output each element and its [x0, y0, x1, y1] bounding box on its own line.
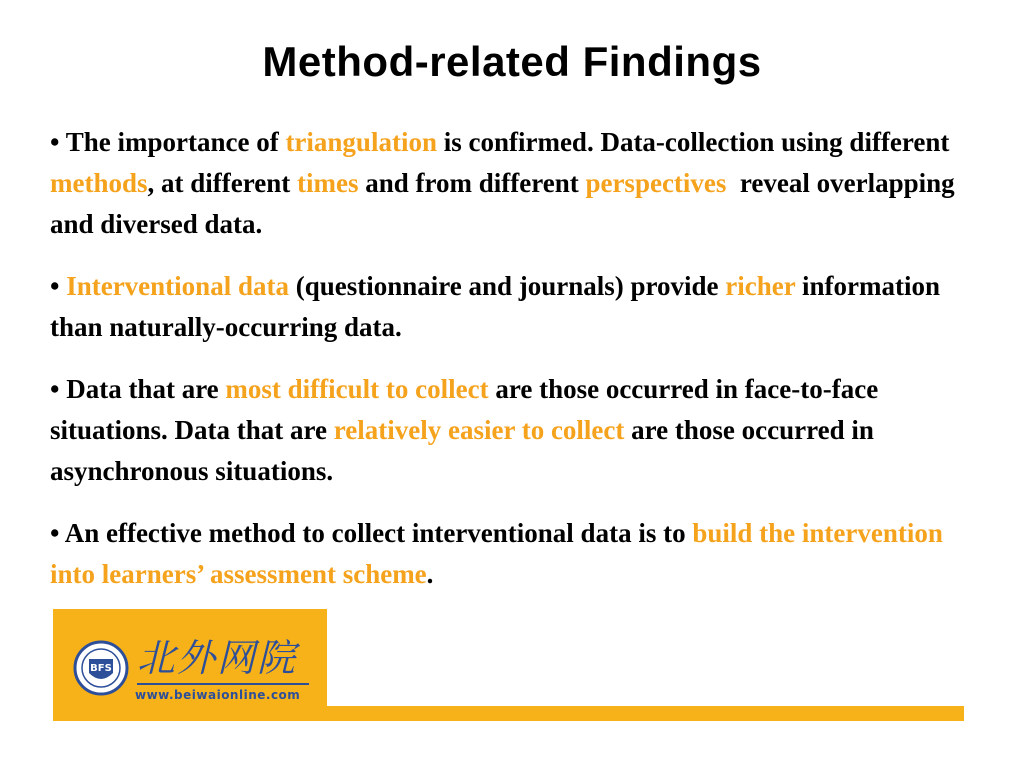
bullet-text: is confirmed. Data-collection using different [436, 127, 950, 157]
highlight-text: perspectives [585, 168, 727, 198]
highlight-text: relatively easier to collect [333, 415, 625, 445]
bullet-text: • An effective method to collect interventional data is to [50, 518, 693, 548]
bullet-text: are those occurred in asynchronous situations. [50, 415, 874, 486]
bullet-text: information than naturally-occurring data. [50, 271, 940, 342]
logo-panel [53, 609, 327, 720]
logo-divider [137, 683, 309, 685]
highlight-text: most difficult to collect [225, 374, 489, 404]
highlight-text: build the intervention into learners’ assessment scheme [50, 518, 943, 589]
bullet-item [50, 266, 970, 348]
bullet-text: • The importance of [50, 127, 286, 157]
highlight-text: times [296, 168, 359, 198]
bullet-text: , at different [147, 168, 297, 198]
highlight-text: Interventional data [66, 271, 289, 301]
bullet-text: and from different [358, 168, 586, 198]
logo-url: www.beiwaionline.com [135, 688, 301, 702]
footer-bar [53, 706, 964, 721]
bullet-text: • [50, 271, 67, 301]
university-seal-icon [73, 637, 129, 699]
bullet-text: . [426, 559, 434, 589]
bullet-text: (questionnaire and journals) provide [288, 271, 726, 301]
bullet-text: are those occurred in face-to-face situations. Data that are [50, 374, 879, 445]
bullet-item [50, 369, 970, 492]
logo-brand-text: 北外网院 [137, 636, 298, 680]
highlight-text: methods [50, 168, 148, 198]
bullet-text: reveal overlapping and diversed data. [50, 168, 962, 239]
seal-text: BFS [90, 663, 112, 674]
highlight-text: richer [725, 271, 796, 301]
slide-title: Method-related Findings [262, 38, 762, 85]
bullet-list [50, 122, 970, 616]
bullet-item [50, 513, 970, 595]
bullet-item [50, 122, 970, 245]
bullet-text: • Data that are [50, 374, 226, 404]
highlight-text: triangulation [285, 127, 437, 157]
